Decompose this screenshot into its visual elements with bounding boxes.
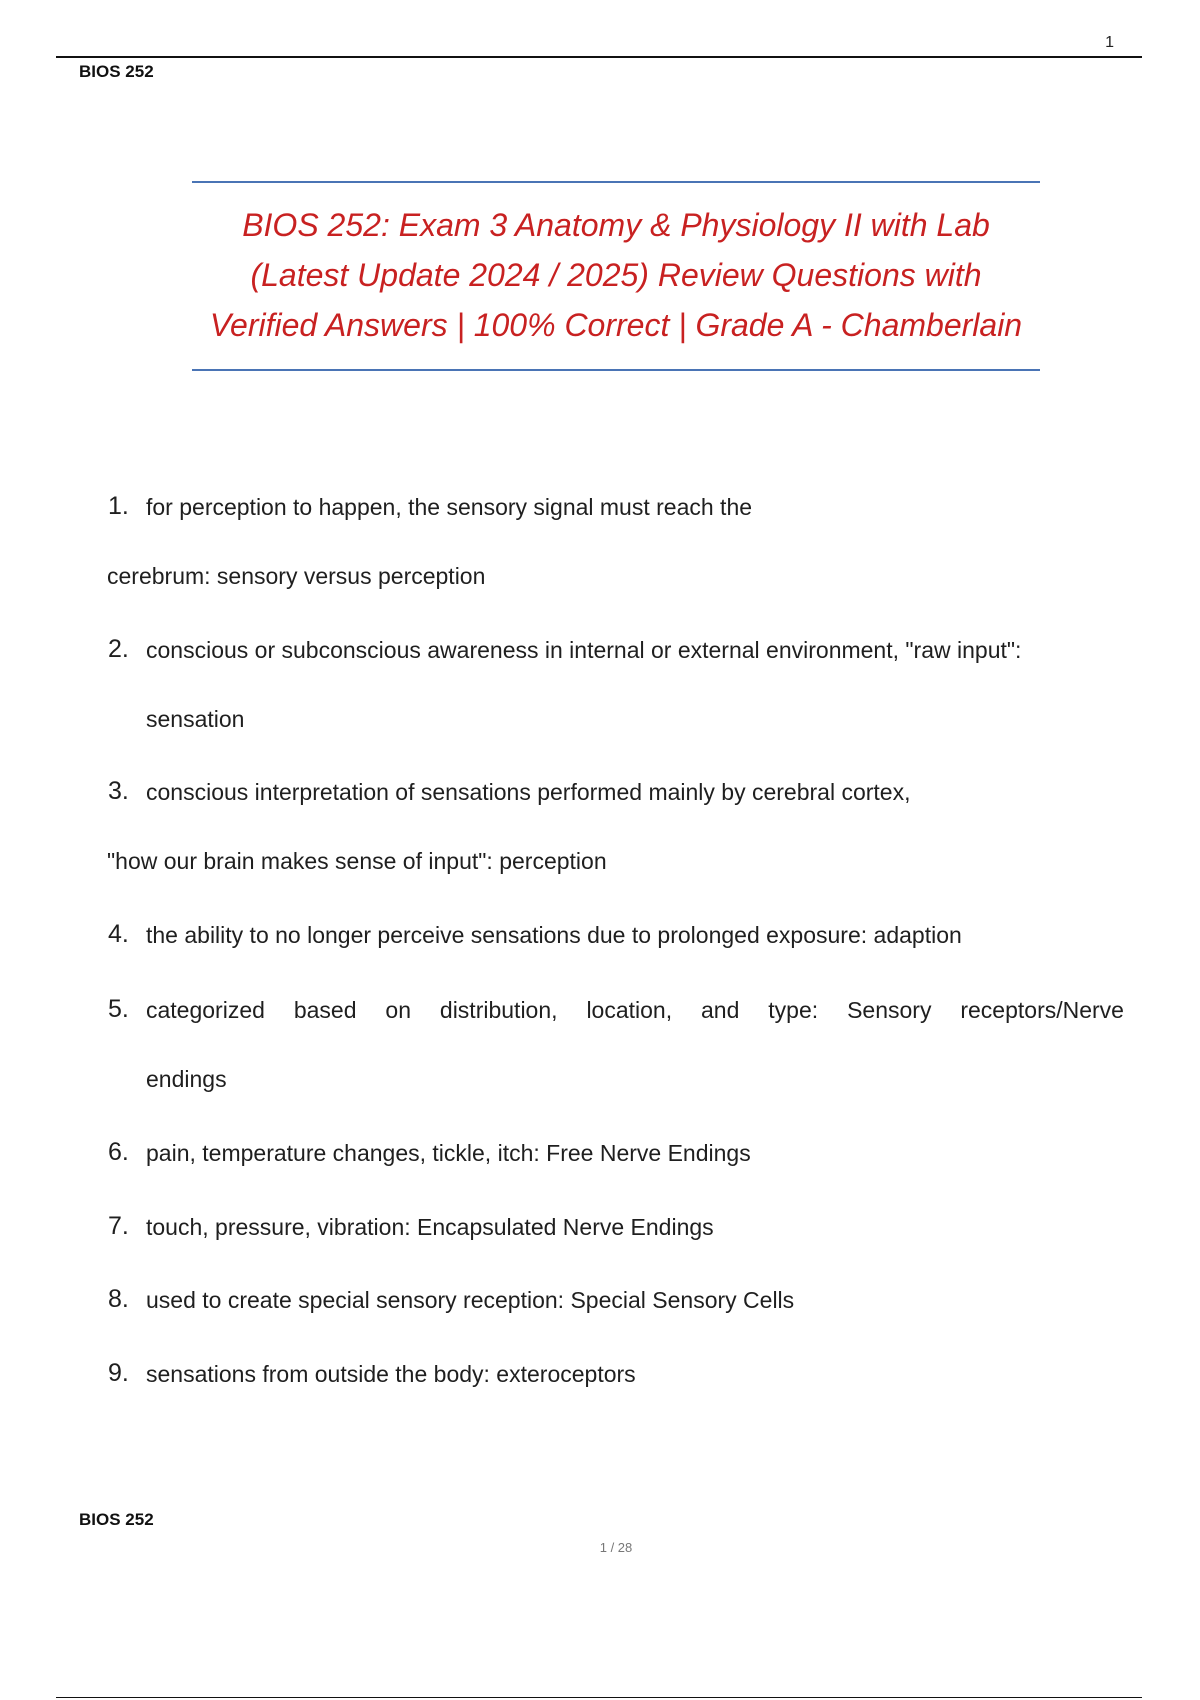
question-word: distribution, [439, 997, 558, 1023]
footer-label: BIOS 252 [79, 1510, 154, 1529]
document-title [170, 200, 1062, 350]
question-text: pain, temperature changes, tickle, itch: Free Nerve Endings [146, 1140, 751, 1166]
question-text-continued: cerebrum: sensory versus perception [107, 563, 486, 589]
title-line-1: BIOS 252: Exam 3 Anatomy & Physiology II with Lab [242, 207, 990, 243]
header-rule [56, 56, 1142, 58]
page-counter: 1 / 28 [599, 1540, 633, 1555]
title-line-2: (Latest Update 2024 / 2025) Review Questions with [250, 257, 982, 293]
question-number: 2. [108, 635, 129, 663]
question-number: 7. [108, 1212, 129, 1240]
question-text: conscious interpretation of sensations performed mainly by cerebral cortex, [146, 779, 911, 805]
question-word: location, [586, 997, 673, 1023]
question-word: categorized [146, 997, 265, 1023]
question-number: 6. [108, 1138, 129, 1166]
question-text: sensations from outside the body: exteroceptors [146, 1361, 636, 1387]
question-number: 5. [108, 995, 129, 1023]
question-number: 9. [108, 1359, 129, 1387]
question-number: 8. [108, 1285, 129, 1313]
question-text: for perception to happen, the sensory signal must reach the [146, 494, 753, 520]
question-text: used to create special sensory reception: Special Sensory Cells [146, 1287, 795, 1313]
title-top-rule [192, 181, 1040, 183]
question-number: 1. [108, 492, 129, 520]
question-text-continued: sensation [146, 706, 245, 732]
question-word: based [293, 997, 357, 1023]
header-label: BIOS 252 [79, 62, 154, 81]
question-word: Sensory [847, 997, 932, 1023]
question-word: type: [768, 997, 819, 1023]
question-word: receptors/Nerve [960, 997, 1124, 1023]
question-word: on [385, 997, 411, 1023]
title-bottom-rule [192, 369, 1040, 371]
question-text-justified [146, 997, 1124, 1024]
question-text: the ability to no longer perceive sensations due to prolonged exposure: adaption [146, 922, 962, 948]
question-text: touch, pressure, vibration: Encapsulated Nerve Endings [146, 1214, 714, 1240]
question-text: conscious or subconscious awareness in internal or external environment, "raw input": [146, 637, 1022, 663]
question-number: 4. [108, 920, 129, 948]
footer-rule [56, 1697, 1142, 1698]
question-word: and [701, 997, 740, 1023]
page-number: 1 [1105, 34, 1114, 51]
question-number: 3. [108, 777, 129, 805]
question-text-continued: endings [146, 1066, 227, 1092]
title-line-3: Verified Answers | 100% Correct | Grade A - Chamberlain [209, 307, 1023, 343]
question-text-continued: "how our brain makes sense of input": perception [107, 848, 607, 874]
